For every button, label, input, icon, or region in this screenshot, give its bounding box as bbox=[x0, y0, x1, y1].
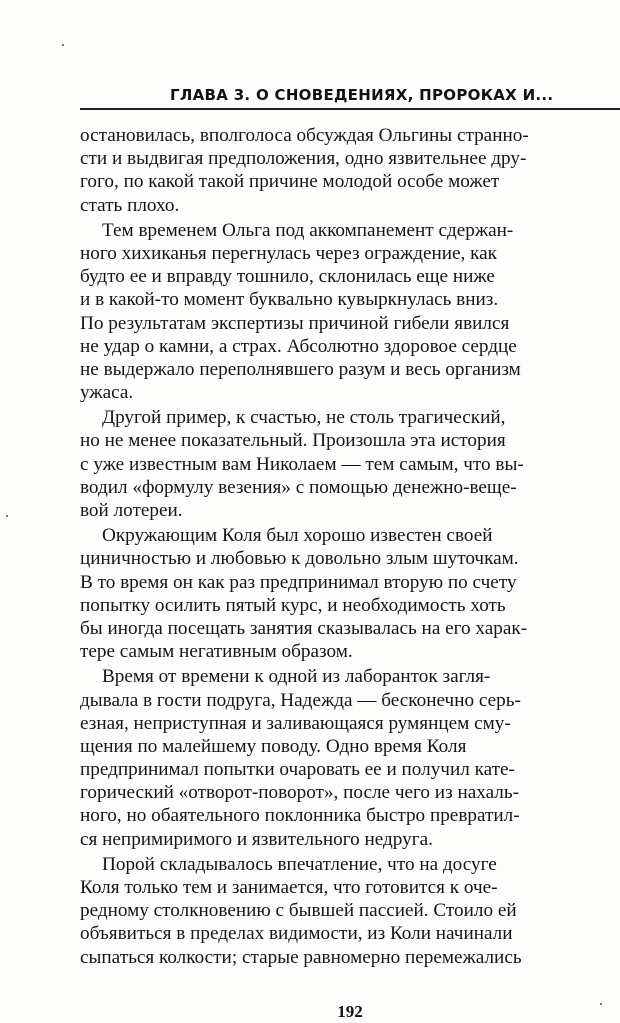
text-line: По результатам экспертизы причиной гибели явился bbox=[80, 312, 510, 334]
text-line: не выдержало переполнявшего разум и весь организм bbox=[80, 358, 521, 380]
text-line: тере самым негативным образом. bbox=[80, 641, 353, 663]
text-line: будто ее и вправду тошнило, склонилась еще ниже bbox=[80, 266, 495, 288]
text-line: и в какой-то момент буквально кувыркнулась вниз. bbox=[80, 289, 499, 311]
running-head: ГЛАВА 3. О СНОВЕДЕНИЯХ, ПРОРОКАХ И... bbox=[170, 86, 554, 104]
scan-speck bbox=[62, 44, 64, 46]
text-line: объявиться в пределах видимости, из Коли начинали bbox=[80, 923, 513, 945]
text-line: но не менее показательный. Произошла эта история bbox=[80, 430, 506, 452]
text-line: ужаса. bbox=[80, 382, 134, 404]
text-line: попытку осилить пятый курс, и необходимость хоть bbox=[80, 594, 506, 616]
text-line: Другой пример, к счастью, не столь трагический, bbox=[102, 407, 506, 429]
text-line: с уже известным вам Николаем — тем самым, что вы- bbox=[80, 453, 524, 475]
text-line: ного хихиканья перегнулась через ограждение, как bbox=[80, 242, 498, 264]
text-line: горический «отворот-поворот», после чего из нахаль- bbox=[80, 782, 519, 804]
text-line: Время от времени к одной из лаборанток загля- bbox=[102, 666, 491, 688]
text-line: ся непримиримого и язвительного недруга. bbox=[80, 828, 433, 850]
text-line: не удар о камни, а страх. Абсолютно здоровое сердце bbox=[80, 335, 517, 357]
text-line: сти и выдвигая предположения, одно язвительнее дру- bbox=[80, 148, 527, 170]
header-rule bbox=[80, 108, 620, 110]
text-line: щения по малейшему поводу. Одно время Коля bbox=[80, 735, 467, 757]
scan-speck bbox=[6, 515, 8, 517]
text-line: циничностью и любовью к довольно злым шуточкам. bbox=[80, 548, 519, 570]
text-line: водил «формулу везения» с помощью денежно-веще- bbox=[80, 476, 517, 498]
text-line: бы иногда посещать занятия сказывалась на его харак- bbox=[80, 617, 528, 639]
text-line: вой лотереи. bbox=[80, 500, 183, 521]
text-line: езная, неприступная и заливающаяся румянцем сму- bbox=[80, 712, 511, 734]
text-line: Тем временем Ольга под аккомпанемент сдержан- bbox=[102, 219, 514, 241]
text-line: редному столкновению с бывшей пассией. Стоило ей bbox=[80, 900, 517, 922]
text-line: сыпаться колкости; старые равномерно перемежались bbox=[80, 946, 522, 968]
body-text bbox=[80, 124, 620, 969]
text-line: В то время он как раз предпринимал вторую по счету bbox=[80, 571, 517, 593]
text-line: гого, по какой такой причине молодой особе может bbox=[80, 171, 500, 193]
text-line: ного, но обаятельного поклонника быстро превратил- bbox=[80, 805, 520, 827]
text-line: предпринимал попытки очаровать ее и получил кате- bbox=[80, 759, 515, 781]
text-line: Порой складывалось впечатление, что на досуге bbox=[102, 853, 497, 875]
text-line: Коля только тем и занимается, что готовится к оче- bbox=[80, 877, 498, 898]
scan-speck bbox=[600, 1003, 602, 1005]
page-number: 192 bbox=[337, 1002, 363, 1021]
text-line: дывала в гости подруга, Надежда — бесконечно серь- bbox=[80, 689, 521, 711]
text-line: остановилась, вполголоса обсуждая Ольгины странно- bbox=[80, 125, 529, 146]
text-line: стать плохо. bbox=[80, 194, 180, 216]
text-line: Окружающим Коля был хорошо известен своей bbox=[102, 525, 493, 547]
